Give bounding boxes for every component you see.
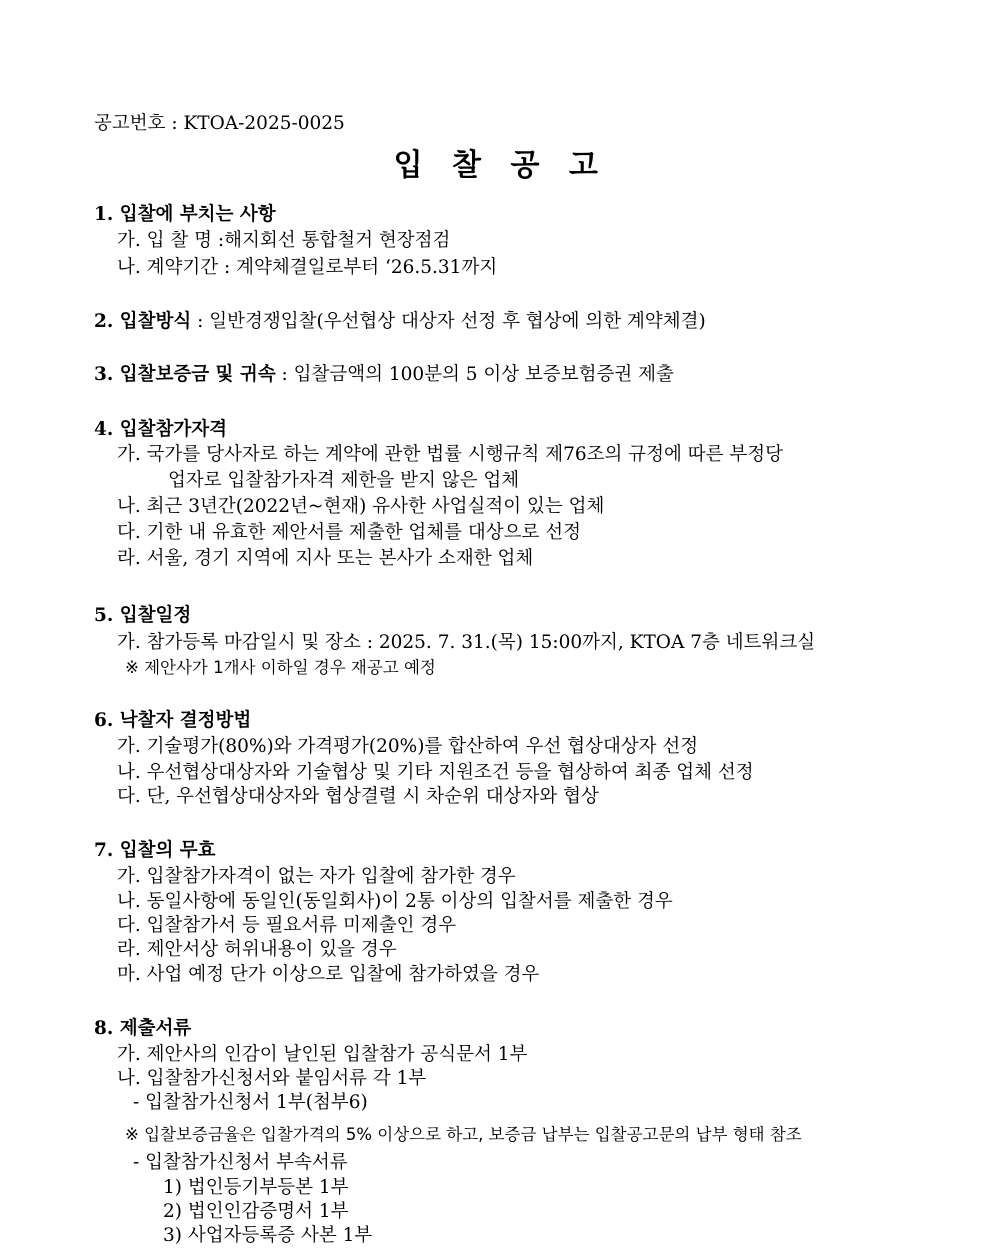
section-5-item: 가. 참가등록 마감일시 및 장소 : 2025. 7. 31.(목) 15:00까지, KTOA 7층 네트워크실 — [117, 632, 816, 653]
section-8-item: 나. 입찰참가신청서와 붙임서류 각 1부 — [117, 1068, 427, 1089]
section-4-heading: 4. 입찰참가자격 — [94, 419, 227, 440]
section-8-note: ※ 입찰보증금율은 입찰가격의 5% 이상으로 하고, 보증금 납부는 입찰공고문의 납부 형태 참조 — [125, 1125, 802, 1144]
section-4-item: 가. 국가를 당사자로 하는 계약에 관한 법률 시행규칙 제76조의 규정에 따른 부정당 — [117, 444, 783, 465]
section-6-item: 나. 우선협상대상자와 기술협상 및 기타 지원조건 등을 협상하여 최종 업체 선정 — [117, 762, 754, 783]
section-4-item: 나. 최근 3년간(2022년~현재) 유사한 사업실적이 있는 업체 — [117, 496, 605, 517]
section-8-subitem: - 입찰참가신청서 부속서류 — [133, 1152, 348, 1173]
section-3-line — [94, 363, 674, 387]
section-6-item: 가. 기술평가(80%)와 가격평가(20%)를 합산하여 우선 협상대상자 선정 — [117, 736, 699, 757]
section-7-item: 다. 입찰참가서 등 필요서류 미제출인 경우 — [117, 915, 457, 936]
section-2-line — [94, 310, 706, 334]
section-8-doc-item: 1) 법인등기부등본 1부 — [163, 1177, 349, 1198]
section-6-heading: 6. 낙찰자 결정방법 — [94, 710, 252, 731]
section-8-item: 가. 제안사의 인감이 날인된 입찰참가 공식문서 1부 — [117, 1044, 528, 1065]
section-2-heading: 2. 입찰방식 — [94, 311, 192, 332]
section-4-item: 라. 서울, 경기 지역에 지사 또는 본사가 소재한 업체 — [117, 548, 534, 569]
section-1-item: 나. 계약기간 : 계약체결일로부터 ‘26.5.31까지 — [117, 257, 498, 278]
section-7-item: 나. 동일사항에 동일인(동일회사)이 2통 이상의 입찰서를 제출한 경우 — [117, 891, 673, 912]
section-8-doc-item: 2) 법인인감증명서 1부 — [163, 1201, 349, 1222]
section-4-item: 다. 기한 내 유효한 제안서를 제출한 업체를 대상으로 선정 — [117, 522, 581, 543]
section-3-text: : 입찰금액의 100분의 5 이상 보증보험증권 제출 — [275, 364, 674, 385]
section-1-item: 가. 입 찰 명 :해지회선 통합철거 현장점검 — [117, 230, 451, 251]
section-8-doc-item: 3) 사업자등록증 사본 1부 — [163, 1225, 373, 1246]
notice-number: 공고번호 : KTOA-2025-0025 — [94, 113, 345, 134]
page-title: 입 찰 공 고 — [393, 148, 599, 183]
section-7-item: 가. 입찰참가자격이 없는 자가 입찰에 참가한 경우 — [117, 866, 516, 887]
section-5-note: ※ 제안사가 1개사 이하일 경우 재공고 예정 — [125, 658, 436, 677]
section-3-heading: 3. 입찰보증금 및 귀속 — [94, 364, 276, 385]
section-7-heading: 7. 입찰의 무효 — [94, 840, 216, 861]
section-5-heading: 5. 입찰일정 — [94, 605, 192, 626]
section-7-item: 라. 제안서상 허위내용이 있을 경우 — [117, 939, 397, 960]
section-1-heading: 1. 입찰에 부치는 사항 — [94, 204, 276, 225]
section-7-item: 마. 사업 예정 단가 이상으로 입찰에 참가하였을 경우 — [117, 964, 540, 985]
section-8-heading: 8. 제출서류 — [94, 1018, 192, 1039]
section-4-item-continuation: 업자로 입찰참가자격 제한을 받지 않은 업체 — [168, 470, 520, 491]
section-2-text: : 일반경쟁입찰(우선협상 대상자 선정 후 협상에 의한 계약체결) — [191, 311, 706, 332]
section-8-subitem: - 입찰참가신청서 1부(첨부6) — [133, 1092, 368, 1113]
section-6-item: 다. 단, 우선협상대상자와 협상결렬 시 차순위 대상자와 협상 — [117, 786, 599, 807]
